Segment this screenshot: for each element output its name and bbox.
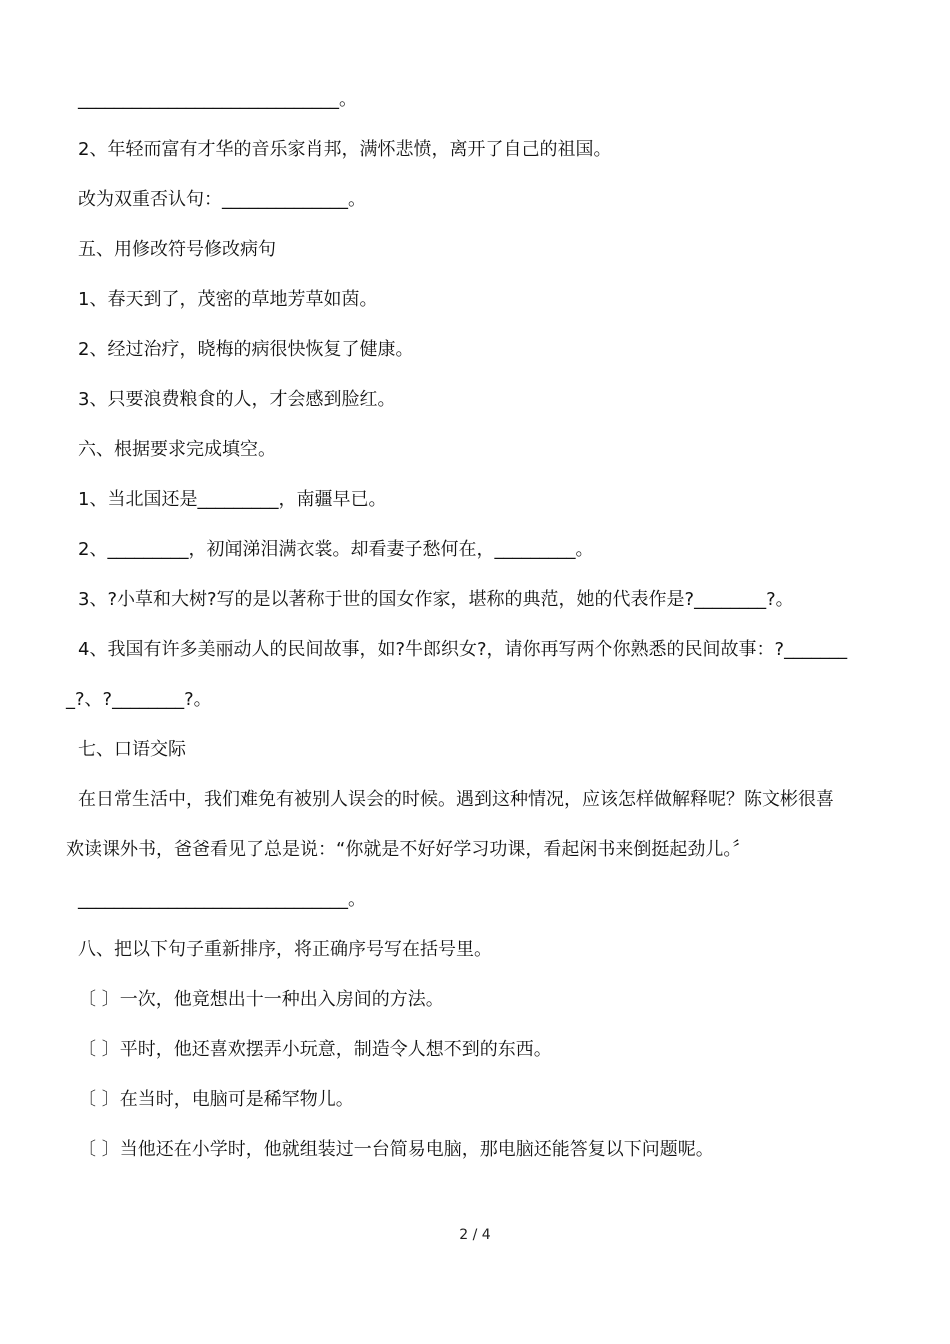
section-5-item-1: 1、春天到了，茂密的草地芳草如茵。 [78, 289, 378, 310]
answer-line-1: _____________________________。 [78, 89, 357, 110]
question-2-rewrite-prompt: 改为双重否认句：______________。 [78, 189, 366, 210]
answer-line-2: ______________________________。 [78, 889, 366, 910]
section-8-heading: 八、把以下句子重新排序，将正确序号写在括号里。 [78, 939, 492, 960]
section-6-item-2: 2、_________，初闻涕泪满衣裳。却看妻子愁何在，_________。 [78, 539, 594, 560]
section-7-heading: 七、口语交际 [78, 739, 186, 760]
section-8-item-1: 〔 〕一次，他竟想出十一种出入房间的方法。 [78, 989, 444, 1010]
section-8-item-2: 〔 〕平时，他还喜欢摆弄小玩意，制造令人想不到的东西。 [78, 1039, 552, 1060]
section-6-item-3: 3、?小草和大树?写的是以著称于世的国女作家，堪称的典范，她的代表作是?________?。 [78, 589, 794, 610]
section-5-heading: 五、用修改符号修改病句 [78, 239, 276, 260]
section-6-item-1: 1、当北国还是_________，南疆早已。 [78, 489, 387, 510]
section-7-paragraph-line-1: 在日常生活中，我们难免有被别人误会的时候。遇到这种情况，应该怎样做解释呢？陈文彬很喜 [78, 789, 834, 810]
section-5-item-2: 2、经过治疗，晓梅的病很快恢复了健康。 [78, 339, 414, 360]
question-2-sentence: 2、年轻而富有才华的音乐家肖邦，满怀悲愤，离开了自己的祖国。 [78, 139, 612, 160]
section-7-paragraph-line-2: 欢读课外书，爸爸看见了总是说：“你就是不好好学习功课，看起闲书来倒挺起劲儿。〞 [66, 839, 751, 860]
section-6-heading: 六、根据要求完成填空。 [78, 439, 276, 460]
section-8-item-3: 〔 〕在当时，电脑可是稀罕物儿。 [78, 1089, 354, 1110]
section-6-item-4: 4、我国有许多美丽动人的民间故事，如?牛郎织女?，请你再写两个你熟悉的民间故事：?_______ [78, 639, 848, 660]
page-number: 2 / 4 [459, 1227, 491, 1243]
section-8-item-4: 〔 〕当他还在小学时，他就组装过一台简易电脑，那电脑还能答复以下问题呢。 [78, 1139, 714, 1160]
section-6-item-4-continued: _?、?________?。 [66, 689, 212, 710]
section-5-item-3: 3、只要浪费粮食的人，才会感到脸红。 [78, 389, 396, 410]
